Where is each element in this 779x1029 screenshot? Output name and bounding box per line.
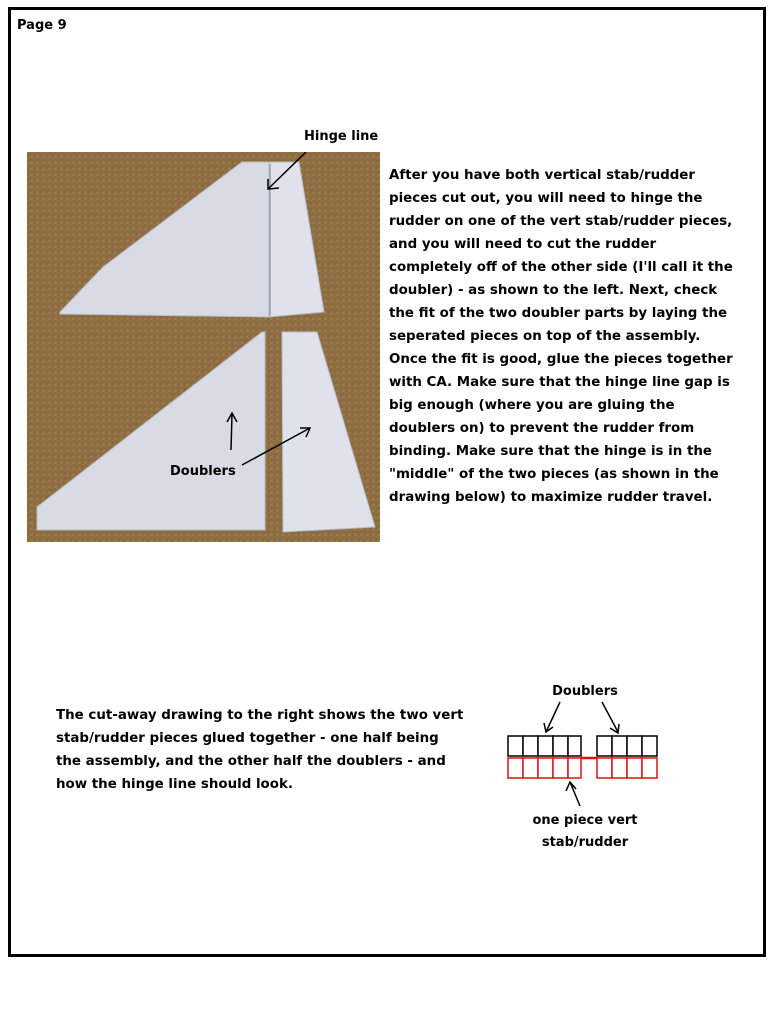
assembly-cells: [508, 758, 657, 778]
cutaway-description: The cut-away drawing to the right shows the two vert stab/rudder pieces glued together - one half being the assembly, and the other half the doublers - and how the hinge line should look.: [56, 708, 464, 792]
hinge-line-label: Hinge line: [304, 129, 379, 144]
diagram-doublers-label: Doublers: [552, 684, 618, 699]
doubler-cells: [508, 736, 657, 756]
doublers-photo-label: Doublers: [170, 464, 236, 479]
rudder-photo: [27, 152, 380, 542]
cutaway-diagram: [500, 680, 670, 860]
doubler-arrow-1: [231, 414, 232, 450]
diagram-piece-label-2: stab/rudder: [541, 835, 629, 850]
instructions-paragraph: After you have both vertical stab/rudder pieces cut out, you will need to hinge the rudder on one of the vert stab/rudder pieces, and you will need to cut the rudder completely off of the other side (I'll call it the doubler) - as shown to the left. Next, check the fit of the two doubler parts by laying the seperated pieces on top of the assembly. Once the fit is good, glue the pieces together with CA. Make sure that the hinge line gap is big enough (where you are gluing the doublers on) to prevent the rudder from binding. Make sure that the hinge is in the "middle" of the two pieces (as shown in the drawing below) to maximize rudder travel.: [389, 168, 733, 505]
diagram-piece-label-1: one piece vert: [532, 813, 638, 828]
page-number: Page 9: [17, 18, 67, 33]
